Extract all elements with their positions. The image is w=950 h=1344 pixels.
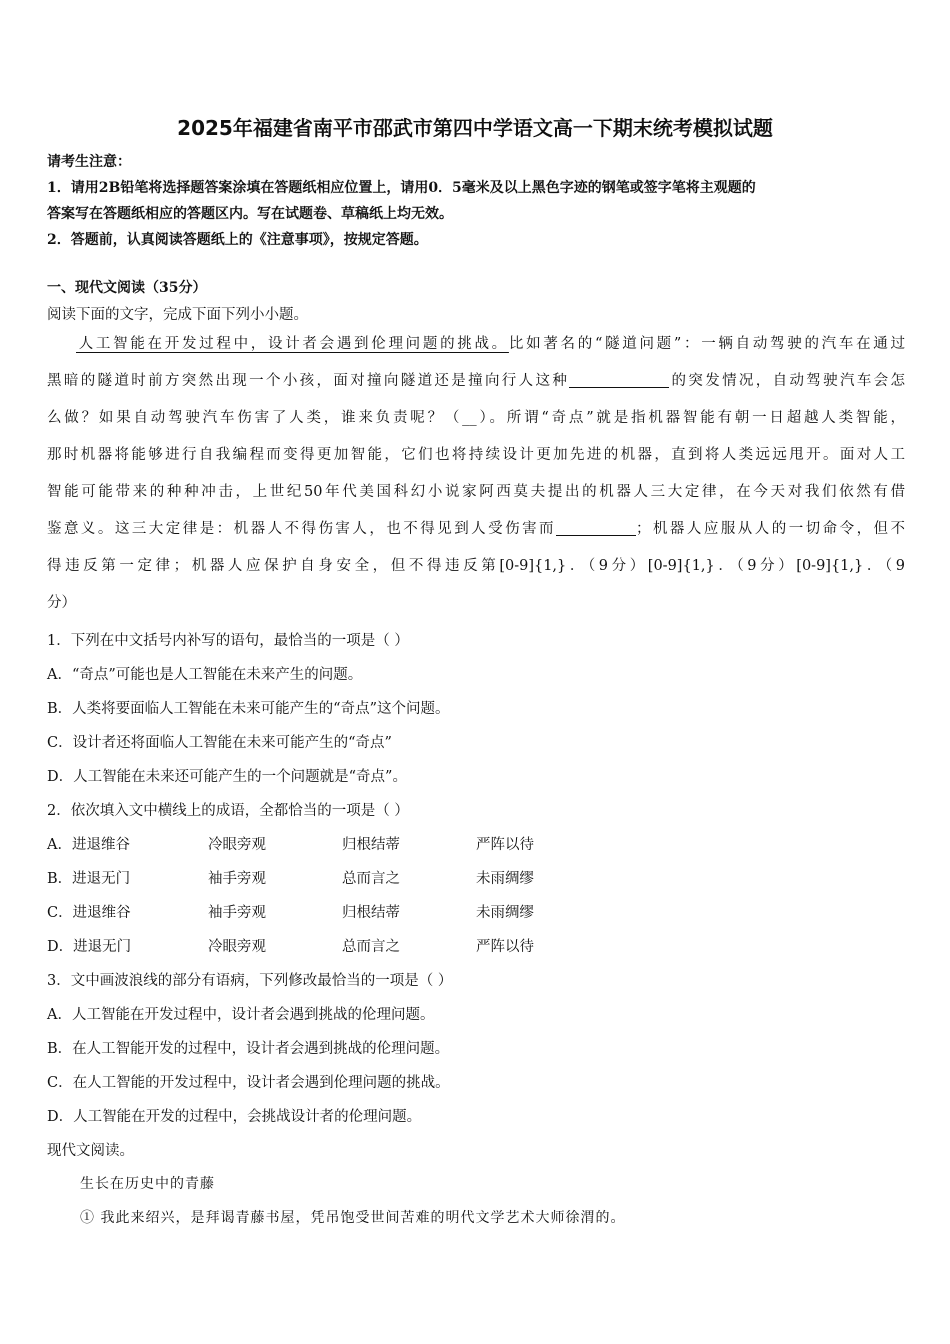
- option-word: B．进退无门: [47, 871, 131, 887]
- passage-row-5: 智能可能带来的种种冲击，上世纪50年代美国科幻小说家阿西莫夫提出的机器人三大定律，在今天对我们依然有借: [47, 484, 905, 500]
- option-word: C．进退维谷: [47, 905, 131, 921]
- question-2-option-a: [47, 833, 907, 854]
- question-2-option-d: [47, 935, 907, 956]
- option-word: 严阵以待: [476, 939, 534, 955]
- passage-text: 鉴意义。这三大定律是：机器人不得伤害人，也不得见到人受伤害而: [47, 521, 556, 537]
- option-word: D．进退无门: [47, 939, 132, 955]
- question-3-stem: 3．文中画波浪线的部分有语病，下列修改最恰当的一项是（ ）: [47, 973, 453, 989]
- passage-text: ；机器人应服从人的一切命令，但不: [636, 521, 905, 537]
- article-paragraph-1: ① 我此来绍兴，是拜谒青藤书屋，凭吊饱受世间苦难的明代文学艺术大师徐渭的。: [80, 1210, 626, 1226]
- passage-row-2: [47, 363, 905, 400]
- article-title: 生长在历史中的青藤: [80, 1176, 215, 1192]
- section-1-heading: 一、现代文阅读（35分）: [47, 280, 207, 296]
- option-word: 未雨绸缪: [476, 871, 534, 887]
- question-2-option-b: [47, 867, 907, 888]
- question-1-option-d: D．人工智能在未来还可能产生的一个问题就是“奇点”。: [47, 769, 407, 785]
- passage-row-1: [47, 326, 905, 363]
- passage-text: 比如著名的“隧道问题”：一辆自动驾驶的汽车在通过: [508, 336, 906, 352]
- option-word: 袖手旁观: [208, 905, 266, 921]
- section-1-instruction: 阅读下面的文字，完成下面下列小小题。: [47, 307, 308, 323]
- option-word: 归根结蒂: [342, 837, 400, 853]
- question-2-option-c: [47, 901, 907, 922]
- reading-passage: [47, 326, 905, 615]
- section-2-heading: 现代文阅读。: [47, 1143, 134, 1159]
- passage-row-7: 得违反第一定律；机器人应保护自身安全，但不得违反第[0-9]{1,}．（9分）[0-9]{1,}．（9分）[0-9]{1,}．（9: [47, 558, 905, 574]
- question-3-option-b: B．在人工智能开发的过程中，设计者会遇到挑战的伦理问题。: [47, 1041, 450, 1057]
- option-word: A．进退维谷: [47, 837, 130, 853]
- option-word: 未雨绸缪: [476, 905, 534, 921]
- notice-item-1-line-1: 1．请用2B铅笔将选择题答案涂填在答题纸相应位置上，请用0．5毫米及以上黑色字迹的钢笔或签字笔将主观题的: [47, 180, 756, 196]
- passage-row-8: 分）: [47, 595, 76, 611]
- option-word: 冷眼旁观: [208, 837, 266, 853]
- fill-blank-1: [569, 371, 669, 388]
- passage-row-6: [47, 511, 905, 548]
- wavy-underlined-sentence: 人工智能在开发过程中，设计者会遇到伦理问题的挑战。: [76, 336, 509, 352]
- passage-row-4: 那时机器将能够进行自我编程而变得更加智能，它们也将持续设计更加先进的机器，直到将人类远远甩开。面对人工: [47, 447, 905, 463]
- page-title: 2025年福建省南平市邵武市第四中学语文高一下期末统考模拟试题: [177, 116, 773, 140]
- question-1-option-c: C．设计者还将面临人工智能在未来可能产生的“奇点”: [47, 735, 392, 751]
- question-1-stem: 1．下列在中文括号内补写的语句，最恰当的一项是（ ）: [47, 633, 409, 649]
- passage-text: 黑暗的隧道时前方突然出现一个小孩，面对撞向隧道还是撞向行人这种: [47, 373, 570, 389]
- notice-heading: 请考生注意：: [47, 154, 131, 170]
- question-3-option-d: D．人工智能在开发的过程中，会挑战设计者的伦理问题。: [47, 1109, 422, 1125]
- option-word: 袖手旁观: [208, 871, 266, 887]
- question-3-option-c: C．在人工智能的开发过程中，设计者会遇到伦理问题的挑战。: [47, 1075, 450, 1091]
- passage-row-3: 么做？如果自动驾驶汽车伤害了人类，谁来负责呢？（__）。所谓“奇点”就是指机器智能有朝一日超越人类智能，: [47, 410, 905, 426]
- question-3-option-a: A．人工智能在开发过程中，设计者会遇到挑战的伦理问题。: [47, 1007, 435, 1023]
- passage-text: 的突发情况，自动驾驶汽车会怎: [669, 373, 906, 389]
- option-word: 冷眼旁观: [208, 939, 266, 955]
- question-1-option-b: B．人类将要面临人工智能在未来可能产生的“奇点”这个问题。: [47, 701, 450, 717]
- option-word: 总而言之: [342, 939, 400, 955]
- fill-blank-2: [556, 519, 636, 536]
- option-word: 严阵以待: [476, 837, 534, 853]
- option-word: 归根结蒂: [342, 905, 400, 921]
- notice-item-1-line-2: 答案写在答题纸相应的答题区内。写在试题卷、草稿纸上均无效。: [47, 206, 453, 222]
- question-1-option-a: A．“奇点”可能也是人工智能在未来产生的问题。: [47, 667, 363, 683]
- question-2-stem: 2．依次填入文中横线上的成语，全都恰当的一项是（ ）: [47, 803, 409, 819]
- option-word: 总而言之: [342, 871, 400, 887]
- notice-item-2: 2．答题前，认真阅读答题纸上的《注意事项》，按规定答题。: [47, 232, 428, 248]
